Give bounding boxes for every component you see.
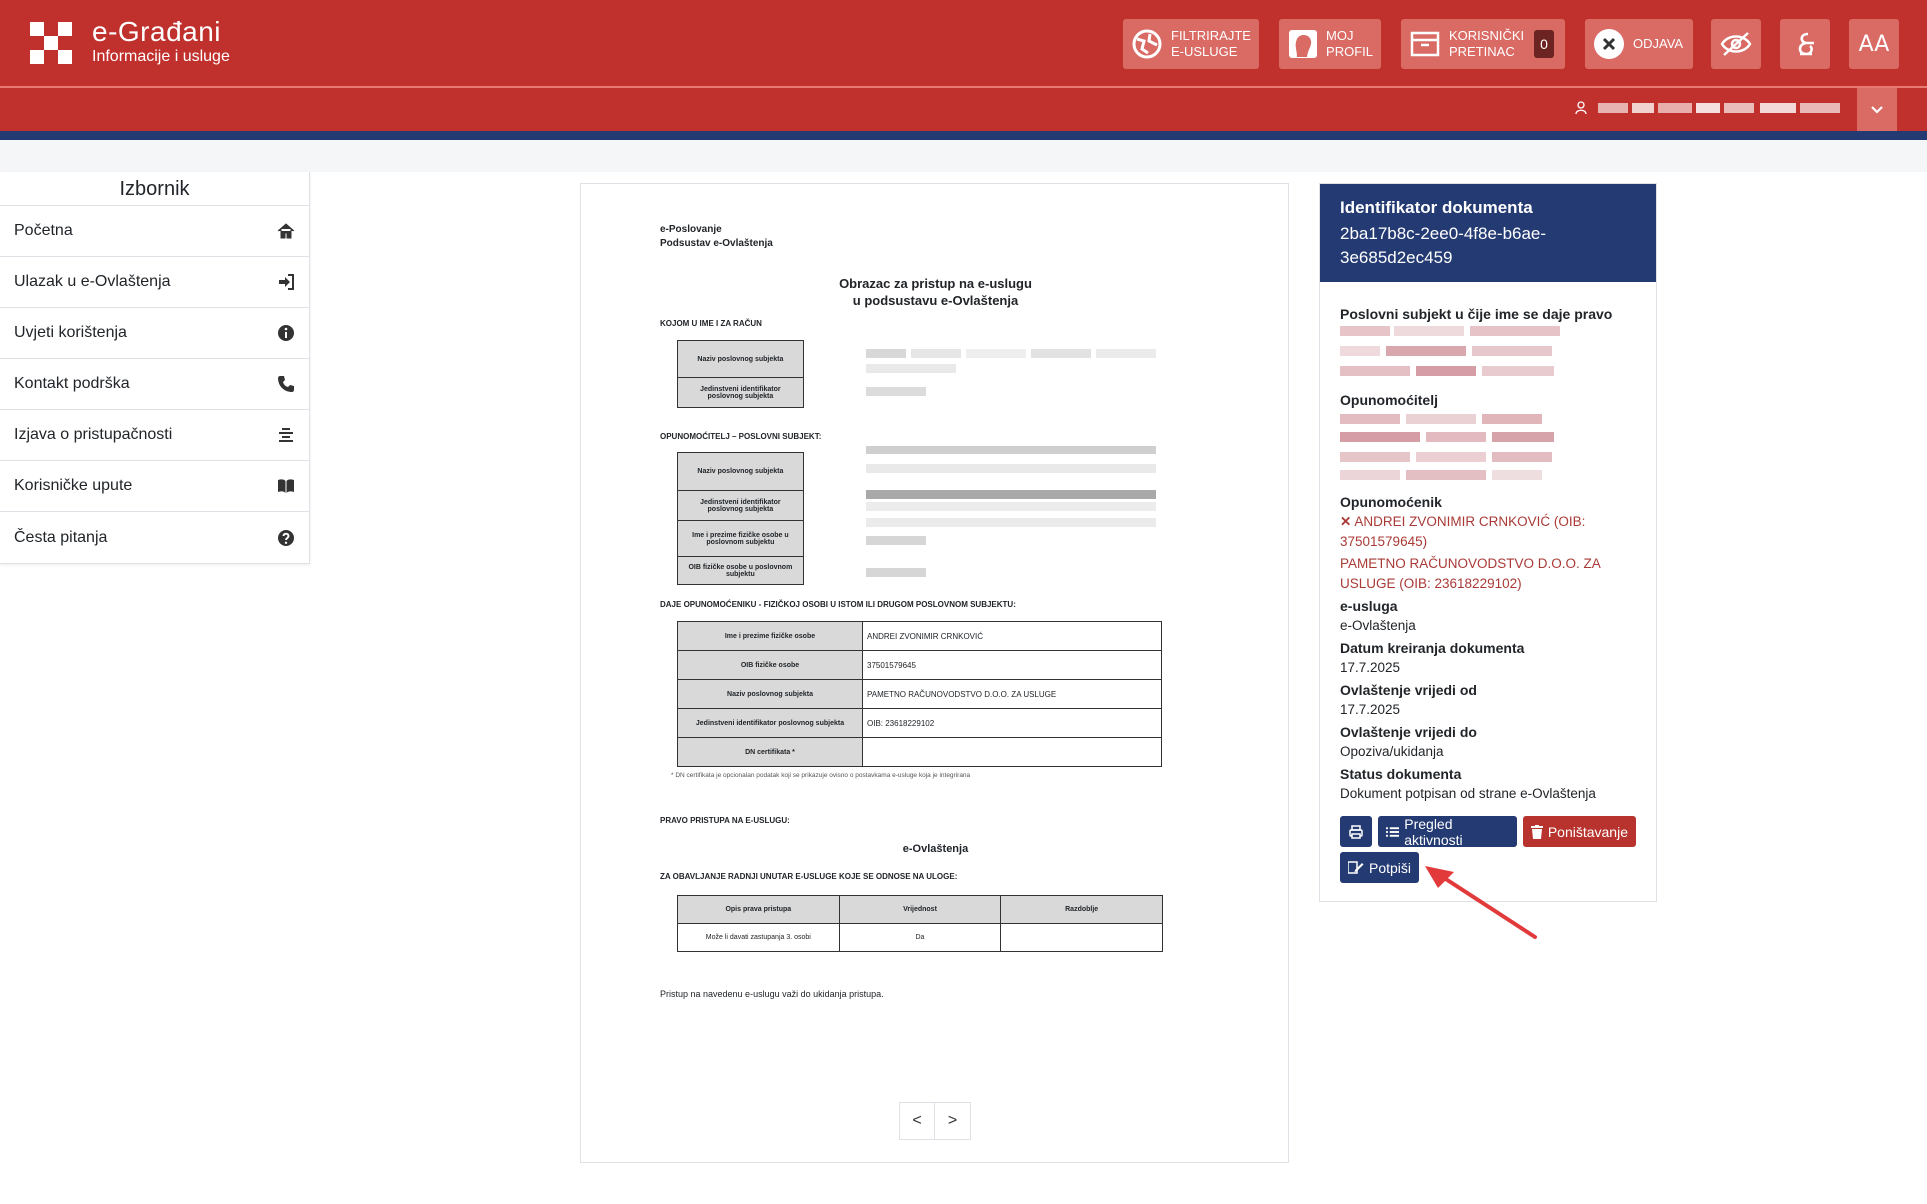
doc-section-2: OPUNOMOĆITELJ – POSLOVNI SUBJEKT: <box>660 432 822 441</box>
grantee-2: PAMETNO RAČUNOVODSTVO D.O.O. ZA USLUGE (OIB: 23618229102) <box>1340 556 1601 591</box>
document-id-value-1: 2ba17b8c-2ee0-4f8e-b6ae- <box>1340 224 1547 243</box>
doc-cell-label: Naziv poslovnog subjekta <box>678 680 863 709</box>
doc-roles-cell: Može li davati zastupanja 3. osobi <box>678 924 840 952</box>
activity-button[interactable] <box>1378 816 1517 847</box>
doc-cell-value: 37501579645 <box>863 651 1162 680</box>
status-value: Dokument potpisan od strane e-Ovlaštenja <box>1340 786 1596 801</box>
sidebar-item-label: Kontakt podrška <box>14 375 130 392</box>
phone-icon <box>277 375 295 393</box>
doc-cell-label: Jedinstveni identifikator poslovnog subjekta <box>678 491 804 521</box>
activity-button-label: Pregled aktivnosti <box>1404 815 1463 848</box>
doc-cell-label: Naziv poslovnog subjekta <box>678 453 804 491</box>
inbox-icon <box>1409 28 1441 60</box>
doc-cell-label: OIB fizičke osobe u poslovnom subjektu <box>678 557 804 585</box>
filter-label-1: FILTRIRAJTE <box>1171 28 1251 43</box>
doc-cell-value <box>863 738 1162 767</box>
profile-label-1: MOJ <box>1326 28 1354 43</box>
grantee-label: Opunomoćenik <box>1340 494 1442 510</box>
sign-button-label: Potpiši <box>1369 859 1412 876</box>
sidebar-menu <box>0 172 310 564</box>
doc-cell-label: Jedinstveni identifikator poslovnog subjekta <box>678 709 863 738</box>
question-icon <box>277 529 295 547</box>
doc-roles-cell: Da <box>839 924 1001 952</box>
annotation-arrow-icon <box>1420 862 1540 942</box>
doc-roles-header: Razdoblje <box>1001 896 1163 924</box>
brand-title[interactable]: e-Građani <box>92 16 222 47</box>
valid-to-label: Ovlaštenje vrijedi do <box>1340 724 1477 740</box>
trash-icon <box>1531 825 1543 839</box>
my-profile-button[interactable] <box>1279 19 1381 69</box>
doc-table-grantee <box>677 621 1162 767</box>
doc-roles-header: Vrijednost <box>839 896 1001 924</box>
document-id-value-2: 3e685d2ec459 <box>1340 248 1453 267</box>
logout-button[interactable] <box>1585 19 1693 69</box>
valid-from-value: 17.7.2025 <box>1340 702 1401 717</box>
list-icon <box>1386 826 1399 838</box>
profile-label-2: PROFIL <box>1326 44 1373 59</box>
status-label: Status dokumenta <box>1340 766 1462 782</box>
inbox-label-1: KORISNIČKI <box>1449 28 1525 43</box>
doc-section-4: PRAVO PRISTUPA NA E-USLUGU: <box>660 816 790 825</box>
font-glyph-icon <box>1794 32 1816 56</box>
next-page-button[interactable]: > <box>935 1102 971 1140</box>
dyslexia-font-button[interactable] <box>1780 19 1830 69</box>
sign-in-icon <box>277 273 295 291</box>
sidebar-item-label: Početna <box>14 222 73 239</box>
filter-label-2: E-USLUGE <box>1171 44 1238 59</box>
remove-x-icon[interactable]: ✕ <box>1340 514 1352 529</box>
filter-eservices-button[interactable] <box>1123 19 1259 69</box>
hide-eye-button[interactable] <box>1711 19 1761 69</box>
eye-slash-icon <box>1720 31 1752 57</box>
font-size-button[interactable] <box>1849 19 1899 69</box>
created-value: 17.7.2025 <box>1340 660 1401 675</box>
doc-title-line-2: u podsustavu e-Ovlaštenja <box>852 293 1019 308</box>
grantee-1-text: ANDREI ZVONIMIR CRNKOVIĆ (OIB: 37501579645) <box>1340 514 1586 549</box>
doc-closing-text: Pristup na navedenu e-uslugu važi do ukidanja pristupa. <box>660 989 884 999</box>
brand-subtitle: Informacije i usluge <box>92 48 230 65</box>
document-id-label: Identifikator dokumenta <box>1340 198 1533 217</box>
doc-title-line-1: Obrazac za pristup na e-uslugu <box>839 276 1032 291</box>
doc-roles-cell <box>1001 924 1163 952</box>
valid-from-label: Ovlaštenje vrijedi od <box>1340 682 1477 698</box>
sidebar-item-label: Korisničke upute <box>14 477 133 494</box>
document-pager <box>899 1102 971 1140</box>
doc-cell-label: OIB fizičke osobe <box>678 651 863 680</box>
gray-strip <box>0 140 1927 172</box>
doc-roles-header: Opis prava pristupa <box>678 896 840 924</box>
doc-org-line-1: e-Poslovanje <box>660 224 722 235</box>
book-icon <box>277 477 295 495</box>
sidebar-item-login-eovlastenja[interactable] <box>0 257 309 308</box>
home-icon <box>277 222 295 240</box>
sidebar-item-terms[interactable] <box>0 308 309 359</box>
doc-cell-label: Ime i prezime fizičke osobe <box>678 622 863 651</box>
doc-section-3: DAJE OPUNOMOĆENIKU - FIZIČKOJ OSOBI U ISTOM ILI DRUGOM POSLOVNOM SUBJEKTU: <box>660 600 1016 609</box>
doc-cell-value: ANDREI ZVONIMIR CRNKOVIĆ <box>863 622 1162 651</box>
doc-footnote: * DN certifikata je opcionalan podatak koji se prikazuje ovisno o postavkama e-usluge koja je integrirana <box>671 772 971 779</box>
subject-value-redacted <box>1340 324 1636 390</box>
sign-button[interactable] <box>1340 852 1419 883</box>
doc-cell-label: DN certifikata * <box>678 738 863 767</box>
signature-icon <box>1348 861 1364 874</box>
doc-service-name: e-Ovlaštenja <box>902 843 969 855</box>
subject-label: Poslovni subjekt u čije ime se daje pravo <box>1340 306 1613 322</box>
cancel-button-label: Poništavanje <box>1547 823 1628 840</box>
doc-cell-value: OIB: 23618229102 <box>863 709 1162 738</box>
doc-cell-label: Naziv poslovnog subjekta <box>678 341 804 378</box>
doc-section-1: KOJOM U IME I ZA RAČUN <box>660 319 762 328</box>
grantee-1[interactable] <box>1340 512 1636 552</box>
doc-section-5: ZA OBAVLJANJE RADNJI UNUTAR E-USLUGE KOJE SE ODNOSE NA ULOGE: <box>660 872 958 881</box>
doc-org-line-2: Podsustav e-Ovlaštenja <box>660 238 773 249</box>
grantor-value-redacted <box>1340 410 1636 492</box>
action-buttons <box>1340 816 1636 847</box>
document-viewer <box>580 183 1289 1163</box>
sidebar-item-support[interactable] <box>0 359 309 410</box>
sidebar-item-label: Izjava o pristupačnosti <box>14 426 173 443</box>
sidebar-title: Izbornik <box>0 172 309 206</box>
document-id-header <box>1320 184 1656 282</box>
align-center-icon <box>277 426 295 444</box>
sidebar-item-home[interactable] <box>0 206 309 257</box>
service-value: e-Ovlaštenja <box>1340 618 1416 633</box>
close-circle-icon <box>1593 28 1625 60</box>
user-dropdown-button[interactable] <box>1857 88 1897 131</box>
font-size-label: AA <box>1858 31 1890 57</box>
created-label: Datum kreiranja dokumenta <box>1340 640 1525 656</box>
print-icon <box>1349 825 1363 839</box>
print-button[interactable] <box>1340 816 1372 847</box>
document-info-panel <box>1319 183 1657 902</box>
sidebar-item-label: Ulazak u e-Ovlaštenja <box>14 273 171 290</box>
logout-label: ODJAVA <box>1633 36 1684 51</box>
info-icon <box>277 324 295 342</box>
user-inbox-button[interactable] <box>1401 19 1565 69</box>
inbox-count-badge: 0 <box>1534 30 1554 58</box>
service-label: e-usluga <box>1340 598 1398 614</box>
doc-cell-value: PAMETNO RAČUNOVODSTVO D.O.O. ZA USLUGE <box>863 680 1162 709</box>
sidebar-item-accessibility[interactable] <box>0 410 309 461</box>
globe-icon <box>1131 28 1163 60</box>
user-icon <box>1575 101 1587 115</box>
sidebar-item-faq[interactable] <box>0 512 309 563</box>
profile-head-icon <box>1287 28 1318 60</box>
valid-to-value: Opoziva/ukidanja <box>1340 744 1444 759</box>
prev-page-button[interactable]: < <box>899 1102 935 1140</box>
checkerboard-logo[interactable] <box>30 22 72 64</box>
document-page <box>581 184 1290 1164</box>
sidebar-item-user-guide[interactable] <box>0 461 309 512</box>
sidebar-item-label: Česta pitanja <box>14 528 108 546</box>
chevron-down-icon <box>1870 105 1884 115</box>
grantor-label: Opunomoćitelj <box>1340 392 1438 408</box>
doc-cell-label: Jedinstveni identifikator poslovnog subjekta <box>678 378 804 408</box>
doc-table-roles <box>677 895 1163 952</box>
doc-cell-label: Ime i prezime fizičke osobe u poslovnom subjektu <box>678 521 804 557</box>
inbox-label-2: PRETINAC <box>1449 44 1515 59</box>
sidebar-item-label: Uvjeti korištenja <box>14 324 127 341</box>
navy-stripe <box>0 131 1927 140</box>
cancel-button[interactable] <box>1523 816 1636 847</box>
